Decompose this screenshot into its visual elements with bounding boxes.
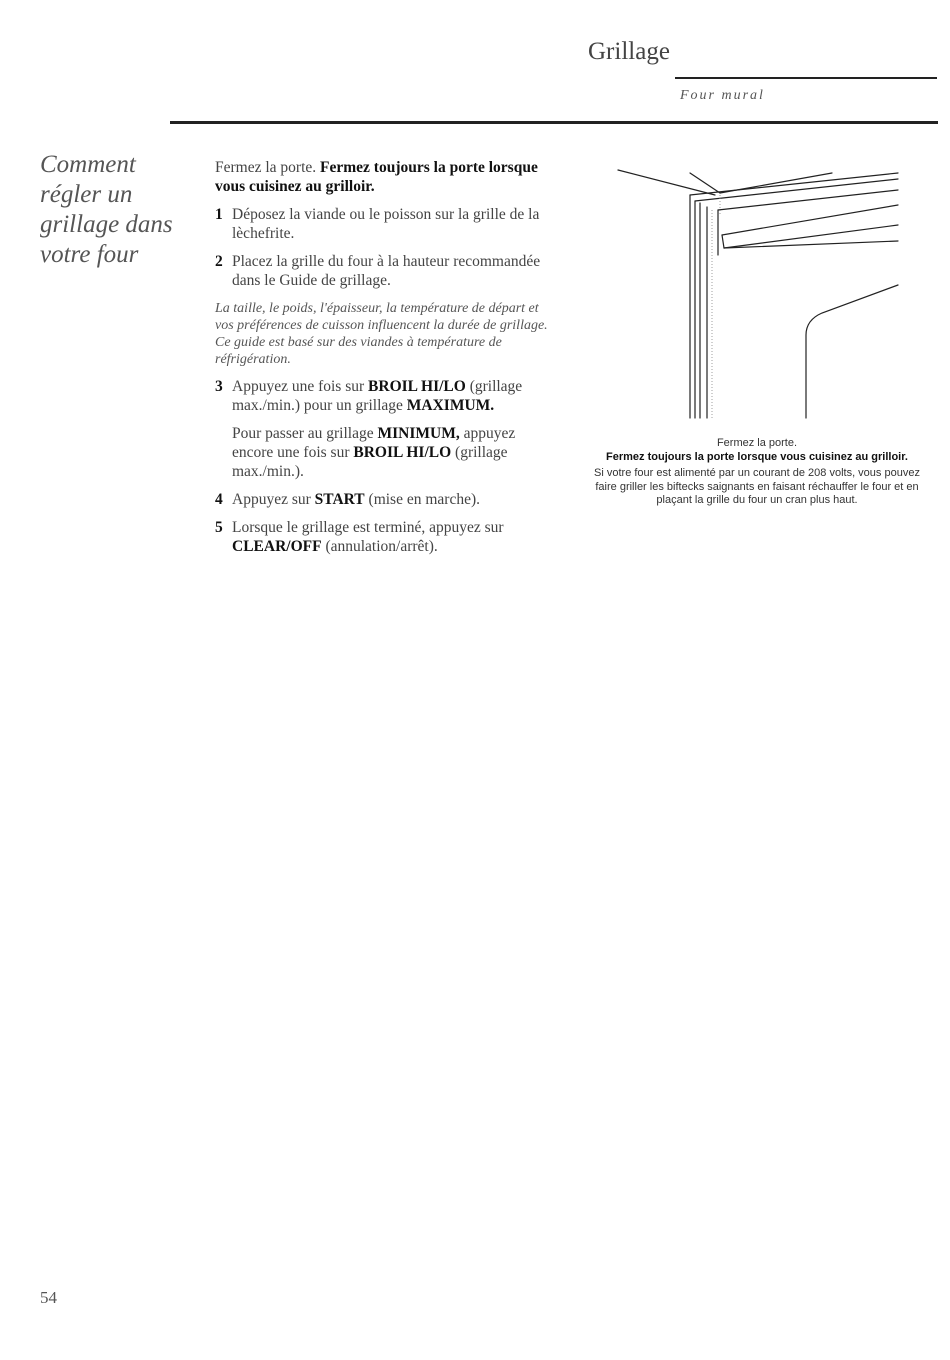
step-text-part: Appuyez sur bbox=[232, 491, 315, 508]
step-text: Déposez la viande ou le poisson sur la grille de la lèchefrite. bbox=[232, 206, 540, 242]
intro-paragraph bbox=[215, 158, 560, 196]
section-heading: Comment régler un grillage dans votre four bbox=[40, 151, 173, 268]
instructions bbox=[215, 158, 560, 556]
minimum-label: MINIMUM, bbox=[377, 425, 460, 442]
step-text-part: Lorsque le grillage est terminé, appuyez sur bbox=[232, 519, 504, 536]
caption-line: Fermez la porte. bbox=[716, 437, 798, 449]
start-key-label: START bbox=[314, 491, 365, 508]
step-number: 4 bbox=[215, 491, 223, 508]
broil-key-label: BROIL HI/LO bbox=[368, 378, 466, 395]
broil-key-label: BROIL HI/LO bbox=[353, 444, 452, 461]
timing-note: La taille, le poids, l'épaisseur, la température de départ et vos préférences de cuisson influencent la durée de grillage. Ce guide est basé sur des viandes à température de réfrigération. bbox=[215, 301, 548, 367]
step-5 bbox=[215, 518, 560, 556]
step-1 bbox=[215, 205, 560, 243]
page-subtitle: Four mural bbox=[680, 88, 765, 103]
step-3 bbox=[215, 377, 560, 415]
step-number: 5 bbox=[215, 519, 223, 536]
step-text-part: (mise en marche). bbox=[364, 491, 480, 508]
step-2 bbox=[215, 252, 560, 290]
step-text-part: Appuyez une fois sur bbox=[232, 378, 369, 395]
minimum-paragraph bbox=[215, 424, 560, 481]
step-number: 2 bbox=[215, 253, 223, 270]
step-text bbox=[232, 490, 560, 509]
step-text: Placez la grille du four à la hauteur recommandée dans le Guide de grillage. bbox=[232, 253, 541, 289]
caption-bold-line: Fermez toujours la porte lorsque vous cuisinez au grilloir. bbox=[606, 450, 908, 463]
clear-off-key-label: CLEAR/OFF bbox=[232, 538, 322, 555]
page-title: Grillage bbox=[588, 38, 670, 65]
caption-note: Si votre four est alimenté par un courant de 208 volts, vous pouvez faire griller les biftecks saignants en faisant réchauffer le four et en plaçant la grille du four un cran plus haut. bbox=[594, 467, 920, 506]
step-text bbox=[232, 518, 560, 556]
step-text-part: (annulation/arrêt). bbox=[321, 538, 438, 555]
minimum-text-part: appuyez encore une fois sur bbox=[232, 425, 516, 461]
header-divider-long bbox=[170, 121, 938, 124]
intro-bold: Fermez toujours la porte lorsque vous cuisinez au grilloir. bbox=[215, 159, 538, 195]
step-number: 3 bbox=[215, 378, 223, 395]
page-number: 54 bbox=[40, 1288, 57, 1307]
step-text bbox=[232, 377, 560, 415]
step-4 bbox=[215, 490, 560, 509]
minimum-text-part: (grillage max./min.). bbox=[232, 444, 508, 480]
step-number: 1 bbox=[215, 206, 223, 223]
step-text-part: (grillage max./min.) pour un grillage bbox=[232, 378, 523, 414]
figure-caption bbox=[586, 437, 928, 508]
intro-text: Fermez la porte. bbox=[215, 159, 321, 176]
header-divider-short bbox=[675, 77, 937, 79]
oven-door-drawing bbox=[600, 155, 930, 435]
oven-door-illustration bbox=[600, 155, 930, 435]
minimum-text-part: Pour passer au grillage bbox=[232, 425, 378, 442]
maximum-label: MAXIMUM. bbox=[406, 397, 495, 414]
